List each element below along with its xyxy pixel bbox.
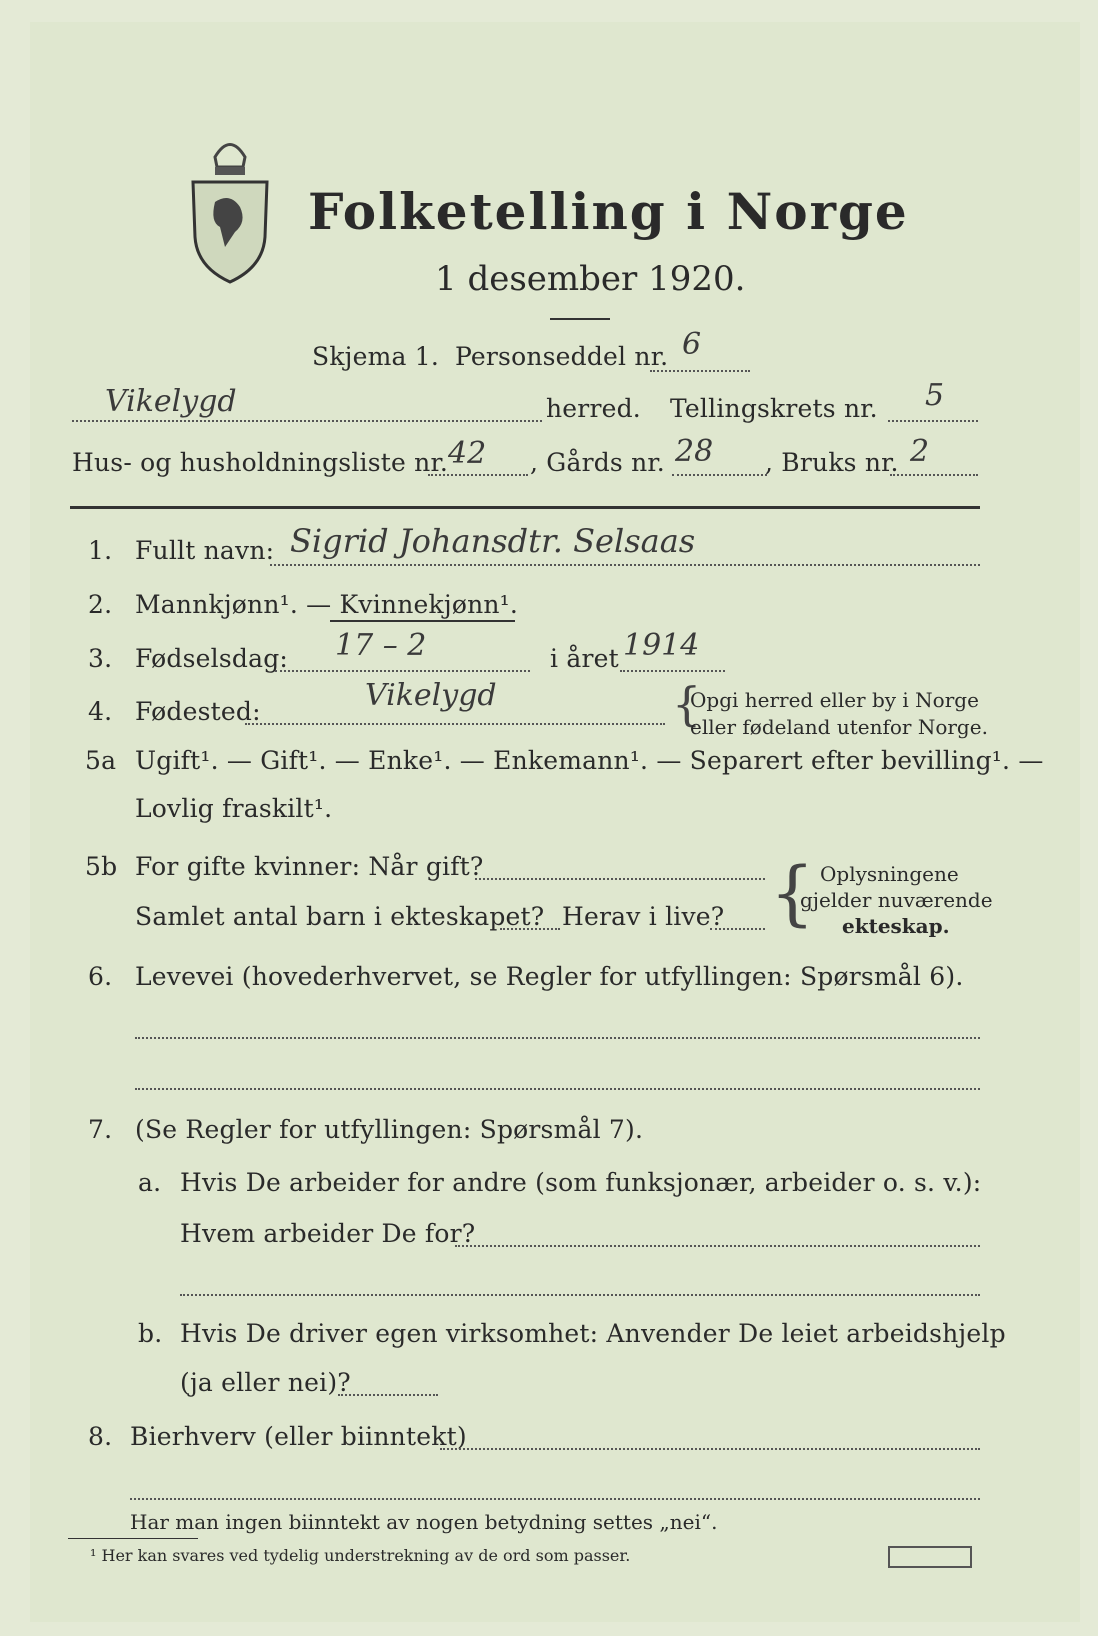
bruks-line: [890, 474, 978, 476]
q8-line-2: [130, 1498, 980, 1500]
census-date: 1 desember 1920.: [435, 259, 746, 299]
q4-line: [245, 723, 665, 725]
q1-line: [270, 564, 980, 566]
bruks-value: 2: [910, 434, 930, 469]
printer-stamp: [888, 1546, 972, 1568]
q4-brace: {: [672, 677, 702, 731]
q6-line-1: [135, 1037, 980, 1039]
section-divider: [70, 506, 980, 509]
q3-value: 17 – 2: [335, 628, 427, 663]
q8-number: 8.: [88, 1422, 113, 1451]
q2-number: 2.: [88, 590, 113, 619]
q4-note-2: eller fødeland utenfor Norge.: [690, 715, 988, 739]
q3-year-label: i året: [550, 644, 619, 673]
footnote-divider: [68, 1538, 198, 1539]
q7a-line: [455, 1245, 980, 1247]
q5a-line-1: Ugift¹. — Gift¹. — Enke¹. — Enkemann¹. — Separert efter bevilling¹. —: [135, 746, 1044, 775]
tellingskrets-value: 5: [925, 378, 945, 413]
q3-year-value: 1914: [623, 628, 700, 663]
herred-label: herred.: [546, 394, 641, 423]
q5b-line-2: Samlet antal barn i ekteskapet?: [135, 902, 545, 931]
q6-line-2: [135, 1088, 980, 1090]
tellingskrets-label: Tellingskrets nr.: [670, 394, 878, 423]
hus-label: Hus- og husholdningsliste nr.: [72, 448, 449, 477]
q1-label: Fullt navn:: [135, 536, 275, 565]
q8-label: Bierhverv (eller biinntekt): [130, 1422, 467, 1451]
title-divider: [550, 318, 610, 320]
q7-number: 7.: [88, 1115, 113, 1144]
skjema-label: Skjema 1.: [312, 342, 440, 371]
q8-line-1: [440, 1448, 980, 1450]
q5b-alive-line: [710, 928, 765, 930]
q5b-line-1: For gifte kvinner: Når gift?: [135, 852, 484, 881]
herred-value: Vikelygd: [105, 384, 237, 419]
q3-year-line: [620, 670, 725, 672]
q7a-number: a.: [138, 1168, 162, 1197]
hus-line: [428, 474, 528, 476]
q3-line: [275, 670, 530, 672]
q5b-alive-label: Herav i live?: [562, 902, 725, 931]
q7b-number: b.: [138, 1319, 163, 1348]
q3-label: Fødselsdag:: [135, 644, 289, 673]
q4-note-1: Opgi herred eller by i Norge: [690, 688, 979, 712]
tellingskrets-line: [888, 420, 978, 422]
q7a-line-1: Hvis De arbeider for andre (som funksjonær, arbeider o. s. v.):: [180, 1168, 982, 1197]
q3-number: 3.: [88, 644, 113, 673]
gards-line: [672, 474, 767, 476]
q7a-line-extra: [180, 1294, 980, 1296]
q7b-line-1: Hvis De driver egen virksomhet: Anvender De leiet arbeidshjelp: [180, 1319, 1006, 1348]
q6-number: 6.: [88, 962, 113, 991]
q7b-line: [338, 1394, 438, 1396]
personseddel-value: 6: [682, 327, 702, 362]
bruks-label: , Bruks nr.: [765, 448, 899, 477]
q5b-note-3: ekteskap.: [842, 914, 950, 938]
q1-value: Sigrid Johansdtr. Selsaas: [290, 522, 696, 560]
q7-label: (Se Regler for utfyllingen: Spørsmål 7).: [135, 1115, 644, 1144]
q4-number: 4.: [88, 697, 113, 726]
gards-label: , Gårds nr.: [530, 448, 665, 477]
gards-value: 28: [675, 434, 714, 469]
census-form: [30, 22, 1080, 1622]
q5b-note-2: gjelder nuværende: [800, 888, 993, 912]
herred-line: [72, 420, 542, 422]
form-title: Folketelling i Norge: [308, 182, 909, 241]
hus-value: 42: [448, 436, 487, 471]
q4-value: Vikelygd: [365, 678, 497, 713]
q8-note: Har man ingen biinntekt av nogen betydning settes „nei“.: [130, 1510, 718, 1534]
q4-label: Fødested:: [135, 697, 261, 726]
q5b-number: 5b: [85, 852, 118, 881]
q5b-married-line: [475, 878, 765, 880]
q5b-note-1: Oplysningene: [820, 862, 959, 886]
q2-underline: [330, 620, 515, 622]
q5b-children-line: [500, 928, 560, 930]
q5a-number: 5a: [85, 746, 117, 775]
q1-number: 1.: [88, 536, 113, 565]
coat-of-arms-icon: [185, 127, 275, 287]
personseddel-line: [650, 370, 750, 372]
q7b-line-2: (ja eller nei)?: [180, 1368, 351, 1397]
q2-label: Mannkjønn¹. — Kvinnekjønn¹.: [135, 590, 519, 619]
q5b-brace: {: [770, 852, 815, 934]
q6-label: Levevei (hovederhvervet, se Regler for utfyllingen: Spørsmål 6).: [135, 962, 964, 991]
personseddel-label: Personseddel nr.: [455, 342, 669, 371]
footnote: ¹ Her kan svares ved tydelig understrekning av de ord som passer.: [90, 1546, 631, 1565]
q7a-line-2: Hvem arbeider De for?: [180, 1219, 476, 1248]
q5a-line-2: Lovlig fraskilt¹.: [135, 794, 333, 823]
